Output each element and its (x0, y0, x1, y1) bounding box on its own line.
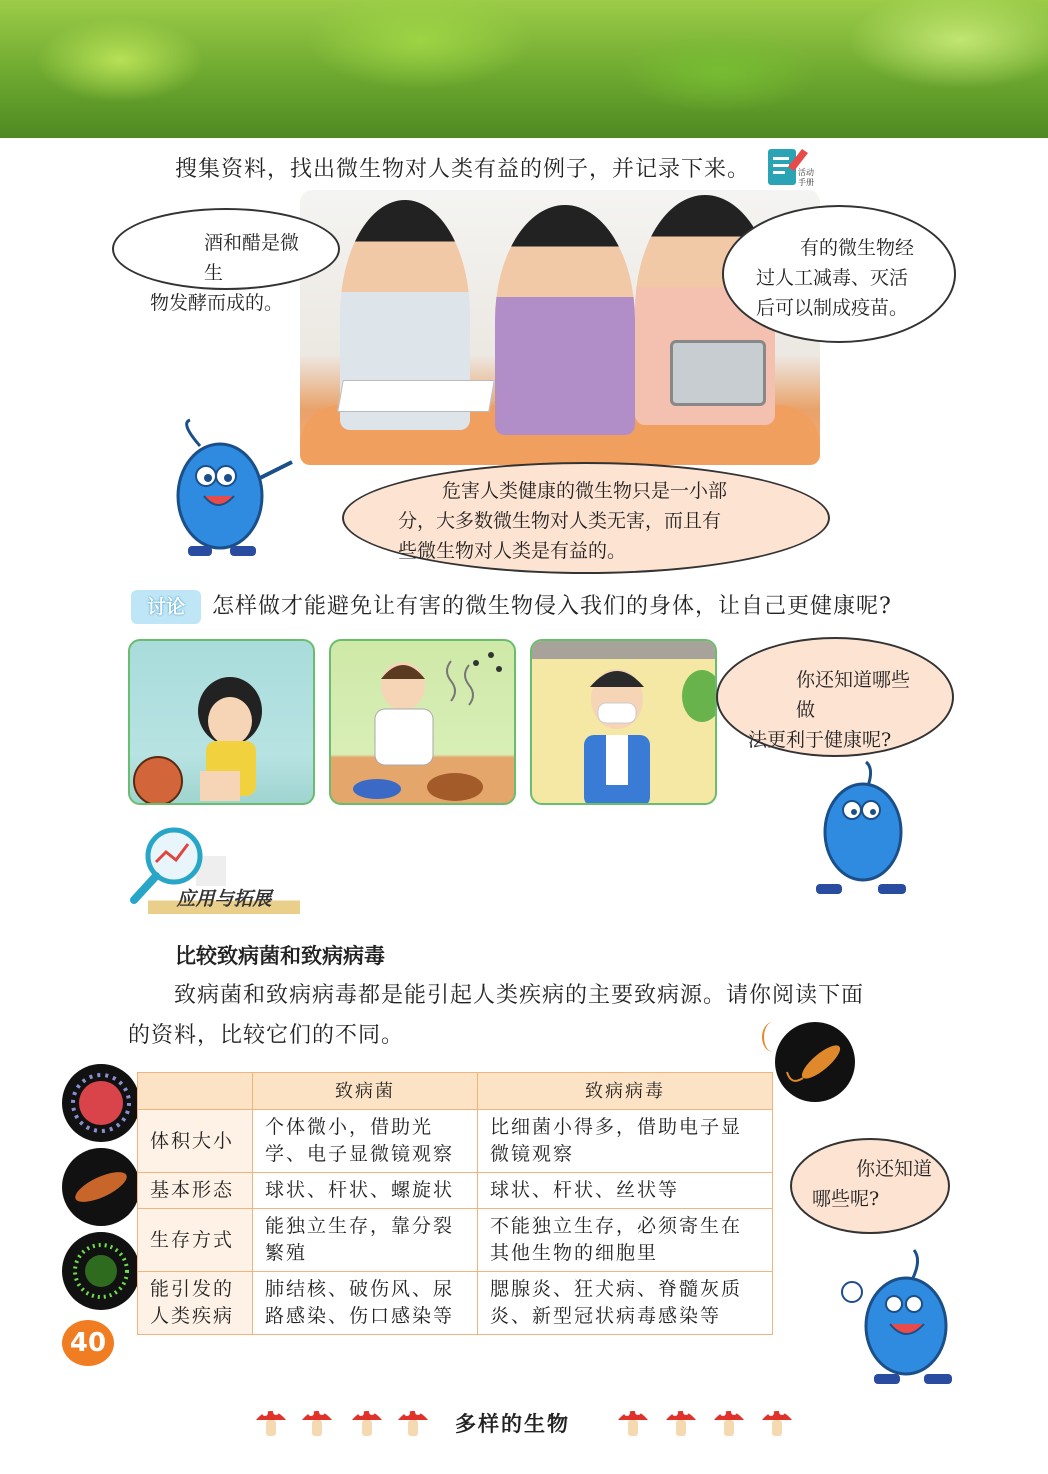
paragraph: 致病菌和致病病毒都是能引起人类疾病的主要致病源。请你阅读下面 的资料，比较它们的不同。 (128, 983, 865, 1048)
header-banner (0, 0, 1048, 138)
virus-cell: 球状、杆状、丝状等 (478, 1173, 773, 1209)
flagella-line (762, 1022, 784, 1052)
row-label: 能引发的 人类疾病 (138, 1272, 253, 1335)
speech-bubble-health: 你还知道哪些做 法更利于健康呢? (716, 637, 954, 757)
virus-cell: 比细菌小得多，借助电子显 微镜观察 (478, 1110, 773, 1173)
scene-girl-wound (128, 639, 315, 805)
page-number: 40 (62, 1320, 114, 1366)
bacteria-flagella-image (775, 1022, 855, 1102)
bacteria-image (62, 1148, 140, 1226)
comparison-table (137, 1072, 773, 1335)
row-label: 体积大小 (138, 1110, 253, 1173)
speech-bubble-wine-vinegar: 酒和醋是微生 物发酵而成的。 (112, 208, 340, 290)
mushroom-icon (300, 1402, 334, 1438)
bacteria-cell: 个体微小，借助光 学、电子显微镜观察 (253, 1110, 478, 1173)
mascot-thumbs-up (838, 1244, 968, 1392)
mushroom-icon (760, 1402, 794, 1438)
footer-title: 多样的生物 (455, 1412, 570, 1436)
table-header-empty (138, 1073, 253, 1110)
table-row (138, 1272, 773, 1335)
students-photo (300, 190, 820, 465)
mushroom-icon (712, 1402, 746, 1438)
mushroom-icon (396, 1402, 430, 1438)
student-girl-1 (495, 205, 635, 435)
subheading: 比较致病菌和致病病毒 (175, 944, 385, 968)
speech-bubble-more: 你还知道 哪些呢? (790, 1138, 950, 1234)
svg-text:手册: 手册 (798, 178, 814, 187)
virus-green-image (62, 1232, 140, 1310)
activity-book-icon[interactable] (766, 145, 824, 189)
table-header-bacteria: 致病菌 (253, 1073, 478, 1110)
mascot-thinking (808, 760, 918, 900)
discussion-tag: 讨论 (131, 590, 201, 624)
bacteria-cell: 肺结核、破伤风、尿 路感染、伤口感染等 (253, 1272, 478, 1335)
mascot-pointing (160, 418, 300, 563)
mushroom-icon (664, 1402, 698, 1438)
scene-boy-mask (530, 639, 717, 805)
mushroom-icon (616, 1402, 650, 1438)
speech-bubble-vaccine: 有的微生物经 过人工减毒、灭活 后可以制成疫苗。 (722, 205, 956, 343)
virus-cell: 不能独立生存，必须寄生在 其他生物的细胞里 (478, 1209, 773, 1272)
book (337, 380, 495, 412)
table-header-virus: 致病病毒 (478, 1073, 773, 1110)
svg-text:活动: 活动 (798, 168, 814, 177)
scene-boy-eating (329, 639, 516, 805)
discussion-question: 怎样做才能避免让有害的微生物侵入我们的身体，让自己更健康呢? (212, 594, 892, 619)
table-header-row (138, 1073, 773, 1110)
table-row (138, 1173, 773, 1209)
bacteria-cell: 能独立生存，靠分裂 繁殖 (253, 1209, 478, 1272)
mushroom-icon (350, 1402, 384, 1438)
row-label: 生存方式 (138, 1209, 253, 1272)
intro-text: 搜集资料，找出微生物对人类有益的例子，并记录下来。 (175, 157, 751, 182)
speech-bubble-microbes: 危害人类健康的微生物只是一小部 分，大多数微生物对人类无害，而且有 些微生物对人类是有益的。 (342, 462, 830, 574)
tablet (670, 340, 766, 406)
virus-image (62, 1064, 140, 1142)
row-label: 基本形态 (138, 1173, 253, 1209)
table-row (138, 1110, 773, 1173)
bacteria-cell: 球状、杆状、螺旋状 (253, 1173, 478, 1209)
table-row (138, 1209, 773, 1272)
section-label: 应用与拓展 (148, 884, 300, 914)
virus-cell: 腮腺炎、狂犬病、脊髓灰质 炎、新型冠状病毒感染等 (478, 1272, 773, 1335)
mushroom-icon (254, 1402, 288, 1438)
